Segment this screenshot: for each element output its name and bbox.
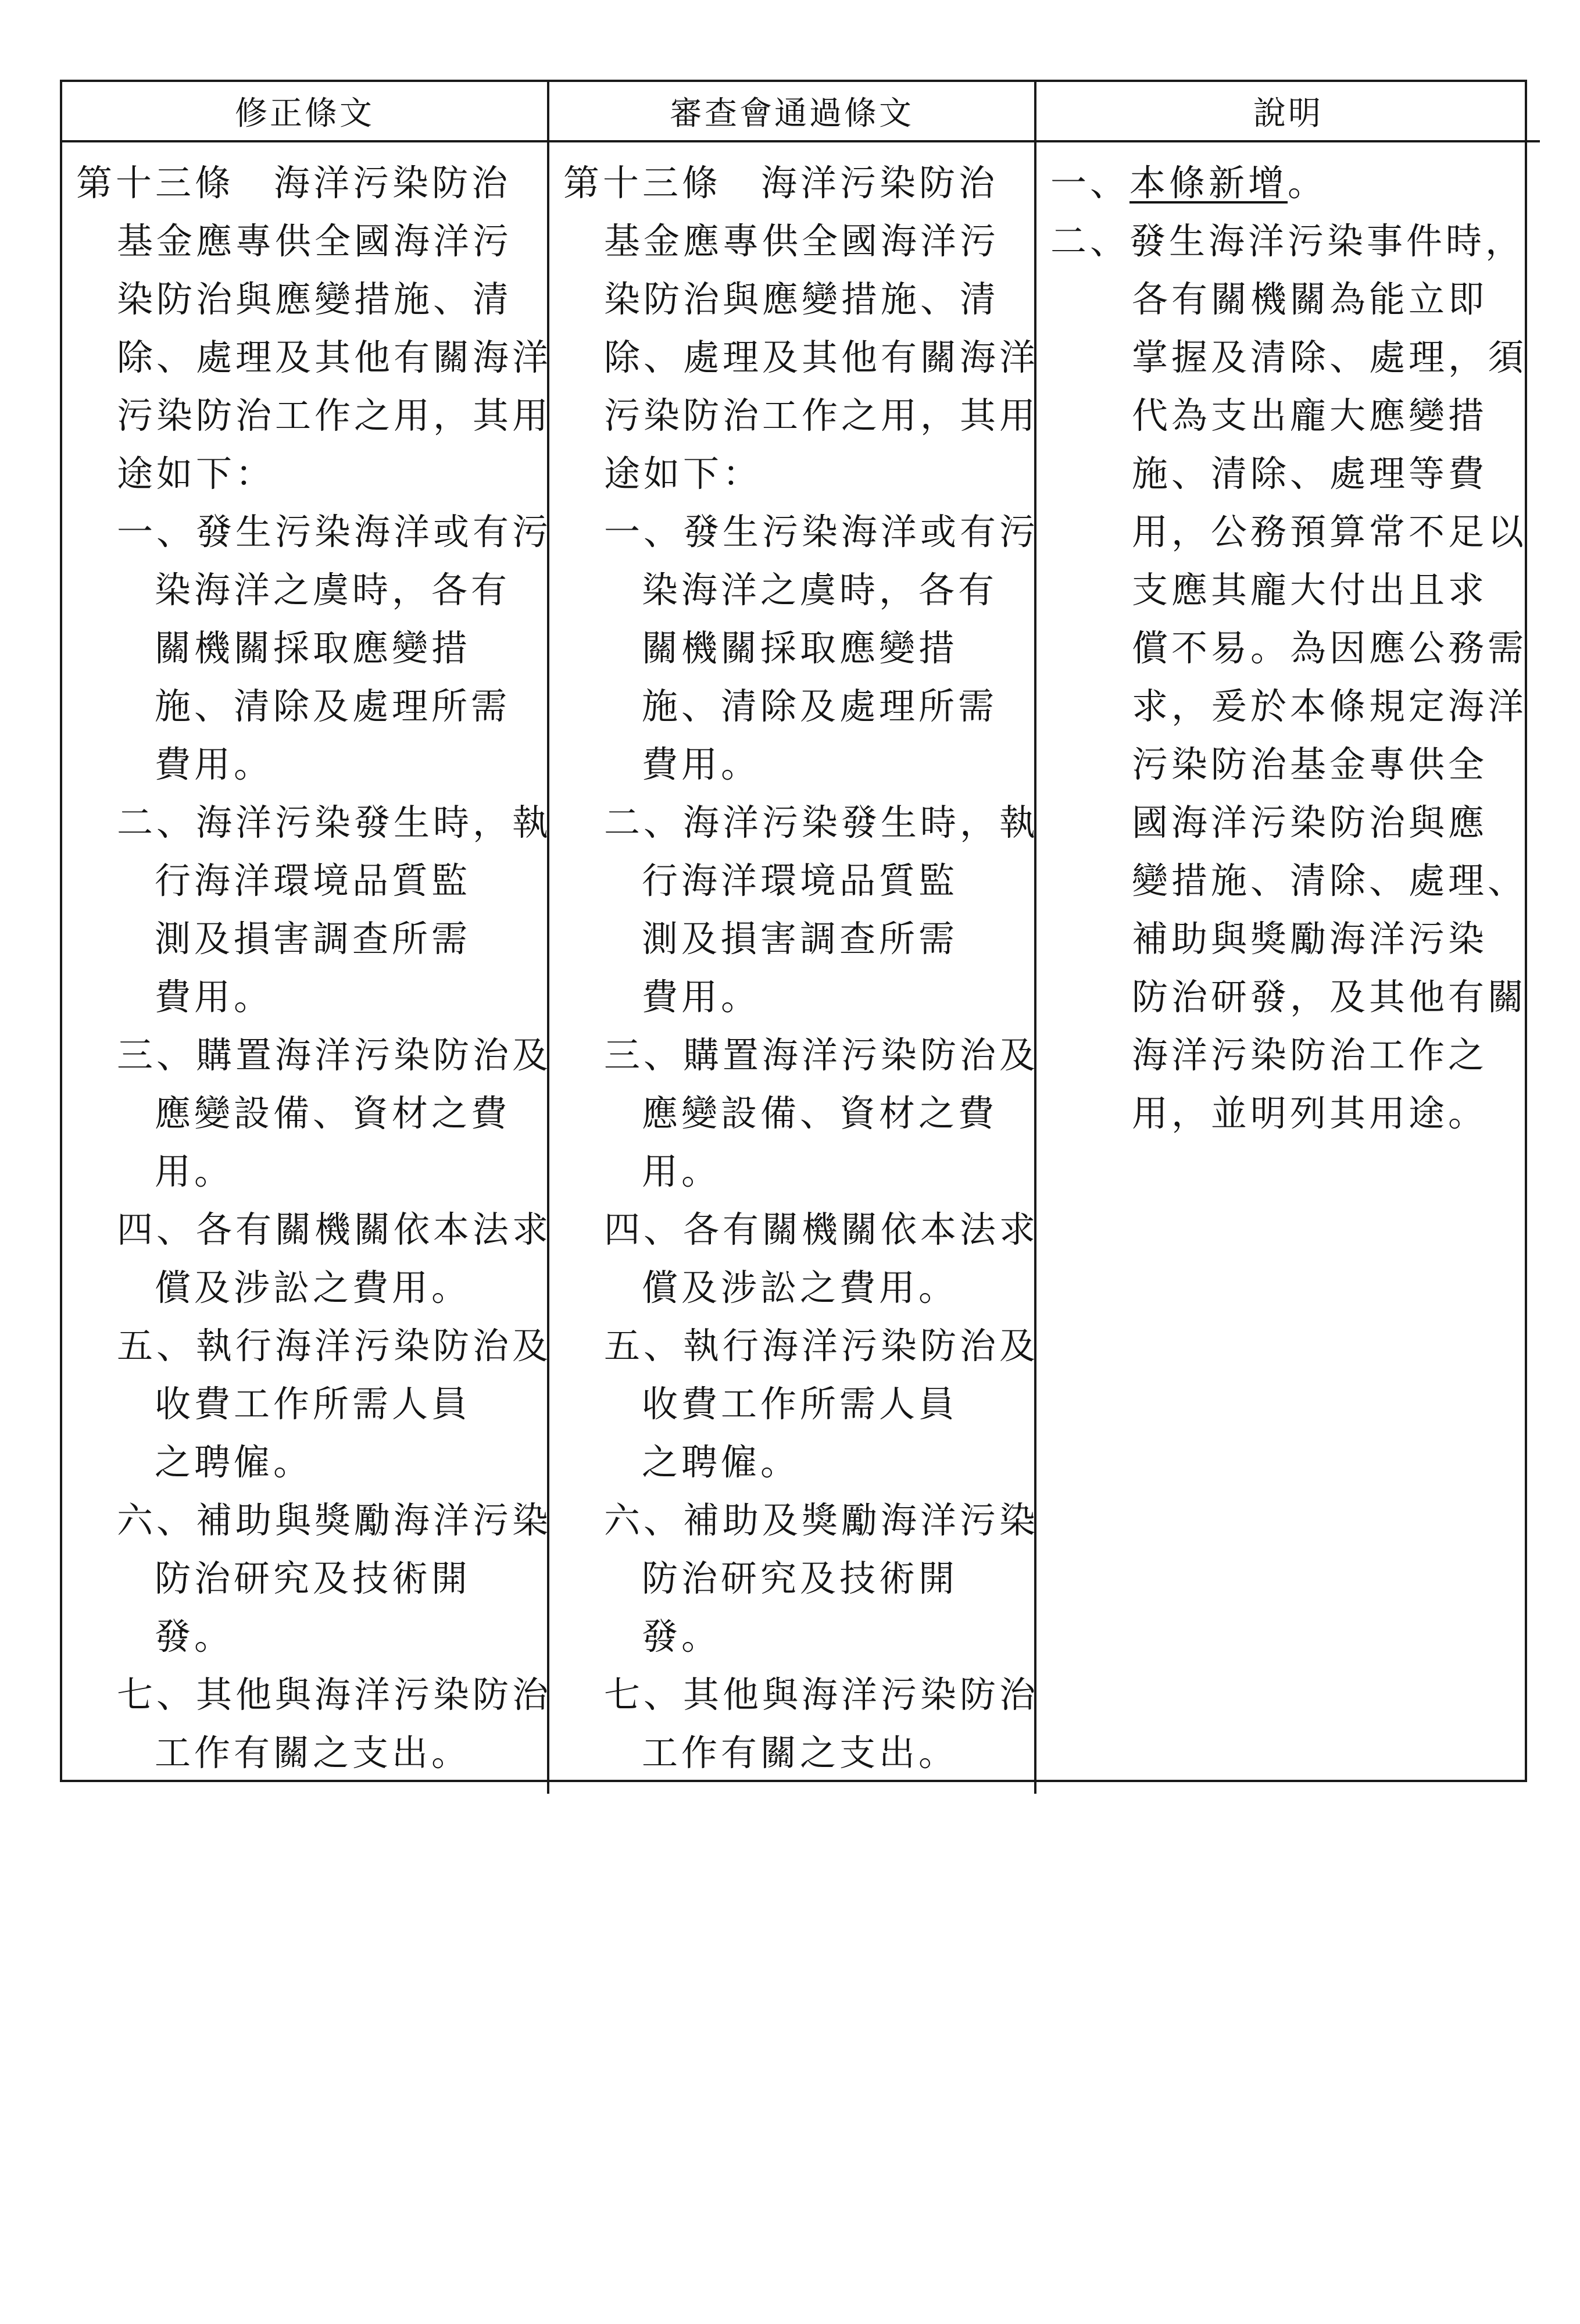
text-line: 行海洋環境品質監 — [155, 859, 471, 902]
text-line: 行海洋環境品質監 — [642, 859, 959, 902]
text-line: 五、執行海洋污染防治及 — [604, 1325, 1039, 1367]
header-committee-label: 審查會通過條文 — [670, 95, 914, 133]
text-line: 償及涉訟之費用。 — [155, 1266, 471, 1309]
text-line: 費用。 — [155, 976, 274, 1018]
comparison-table — [60, 80, 1527, 1782]
text-line: 二、海洋污染發生時，執 — [604, 801, 1039, 844]
text-line: 防治研究及技術開 — [155, 1557, 471, 1600]
text-line: 費用。 — [642, 976, 761, 1018]
text-line: 染防治與應變措施、清 — [604, 278, 1000, 320]
text-line: 施、清除、處理等費 — [1132, 452, 1488, 495]
text-line: 償及涉訟之費用。 — [642, 1266, 959, 1309]
text-line: 染海洋之虞時，各有 — [642, 569, 998, 611]
text-line: 測及損害調查所需 — [155, 918, 471, 960]
text-line — [1050, 154, 1527, 212]
text-line: 一、發生污染海洋或有污 — [117, 511, 552, 553]
item-number: 一、 — [1050, 162, 1130, 204]
text-line: 支應其龐大付出且求 — [1132, 569, 1488, 611]
text-line: 基金應專供全國海洋污 — [117, 220, 513, 262]
text-line: 發。 — [155, 1615, 234, 1658]
text-line: 除、處理及其他有關海洋 — [117, 336, 552, 379]
text-line: 七、其他與海洋污染防治 — [604, 1673, 1039, 1716]
text-line: 四、各有關機關依本法求 — [117, 1208, 552, 1251]
text-line: 施、清除及處理所需 — [155, 685, 511, 727]
text-line: 途如下： — [117, 452, 276, 495]
text-line: 六、補助與獎勵海洋污染 — [117, 1499, 552, 1541]
text-line: 七、其他與海洋污染防治 — [117, 1673, 552, 1716]
text-line: 收費工作所需人員 — [642, 1383, 959, 1425]
punctuation: 。 — [1288, 162, 1328, 204]
header-amended-text — [62, 82, 549, 142]
text-line: 關機關採取應變措 — [642, 627, 959, 669]
text-line: 二、發生海洋污染事件時， — [1050, 220, 1525, 262]
text-line: 基金應專供全國海洋污 — [604, 220, 1000, 262]
text-line: 第十三條 海洋污染防治 — [76, 162, 512, 204]
text-line: 五、執行海洋污染防治及 — [117, 1325, 552, 1367]
text-line: 途如下： — [604, 452, 763, 495]
text-line: 四、各有關機關依本法求 — [604, 1208, 1039, 1251]
text-line: 用。 — [155, 1150, 234, 1193]
amended-text-column — [62, 142, 552, 1794]
text-line: 工作有關之支出。 — [642, 1732, 959, 1774]
text-line: 發。 — [642, 1615, 721, 1658]
text-line: 防治研發，及其他有關 — [1132, 976, 1528, 1018]
header-explanation — [1036, 82, 1540, 142]
text-line: 污染防治工作之用，其用 — [117, 394, 552, 437]
text-line: 各有關機關為能立即 — [1132, 278, 1488, 320]
text-line: 費用。 — [155, 743, 274, 786]
underlined-text: 本條新增 — [1129, 162, 1288, 204]
text-line: 掌握及清除、處理，須 — [1132, 336, 1528, 379]
text-line: 用，公務預算常不足以 — [1132, 511, 1528, 553]
text-line: 償不易。為因應公務需 — [1132, 627, 1528, 669]
text-line: 變措施、清除、處理、 — [1132, 859, 1528, 902]
committee-text-column — [549, 142, 1039, 1794]
text-line: 補助與獎勵海洋污染 — [1132, 918, 1488, 960]
text-line: 工作有關之支出。 — [155, 1732, 471, 1774]
text-line: 染防治與應變措施、清 — [117, 278, 513, 320]
text-line: 染海洋之虞時，各有 — [155, 569, 511, 611]
text-line: 關機關採取應變措 — [155, 627, 471, 669]
text-line: 用，並明列其用途。 — [1132, 1092, 1488, 1134]
header-explanation-label: 說明 — [1253, 95, 1323, 133]
text-line: 用。 — [642, 1150, 721, 1193]
text-line: 之聘僱。 — [155, 1441, 313, 1483]
explanation-column — [1036, 142, 1540, 1794]
text-line: 應變設備、資材之費 — [642, 1092, 998, 1134]
text-line: 防治研究及技術開 — [642, 1557, 959, 1600]
text-line: 三、購置海洋污染防治及 — [604, 1034, 1039, 1076]
text-line: 六、補助及獎勵海洋污染 — [604, 1499, 1039, 1541]
text-line: 收費工作所需人員 — [155, 1383, 471, 1425]
text-line: 費用。 — [642, 743, 761, 786]
text-line: 國海洋污染防治與應 — [1132, 801, 1488, 844]
text-line: 污染防治工作之用，其用 — [604, 394, 1039, 437]
header-committee-text — [549, 82, 1036, 142]
text-line: 之聘僱。 — [642, 1441, 800, 1483]
text-line: 二、海洋污染發生時，執 — [117, 801, 552, 844]
text-line: 污染防治基金專供全 — [1132, 743, 1488, 786]
text-line: 第十三條 海洋污染防治 — [563, 162, 999, 204]
text-line: 除、處理及其他有關海洋 — [604, 336, 1039, 379]
text-line: 三、購置海洋污染防治及 — [117, 1034, 552, 1076]
text-line: 施、清除及處理所需 — [642, 685, 998, 727]
text-line: 應變設備、資材之費 — [155, 1092, 511, 1134]
header-amended-label: 修正條文 — [235, 95, 374, 133]
text-line: 求，爰於本條規定海洋 — [1132, 685, 1528, 727]
text-line: 海洋污染防治工作之 — [1132, 1034, 1488, 1076]
text-line: 一、發生污染海洋或有污 — [604, 511, 1039, 553]
text-line: 代為支出龐大應變措 — [1132, 394, 1488, 437]
text-line: 測及損害調查所需 — [642, 918, 959, 960]
